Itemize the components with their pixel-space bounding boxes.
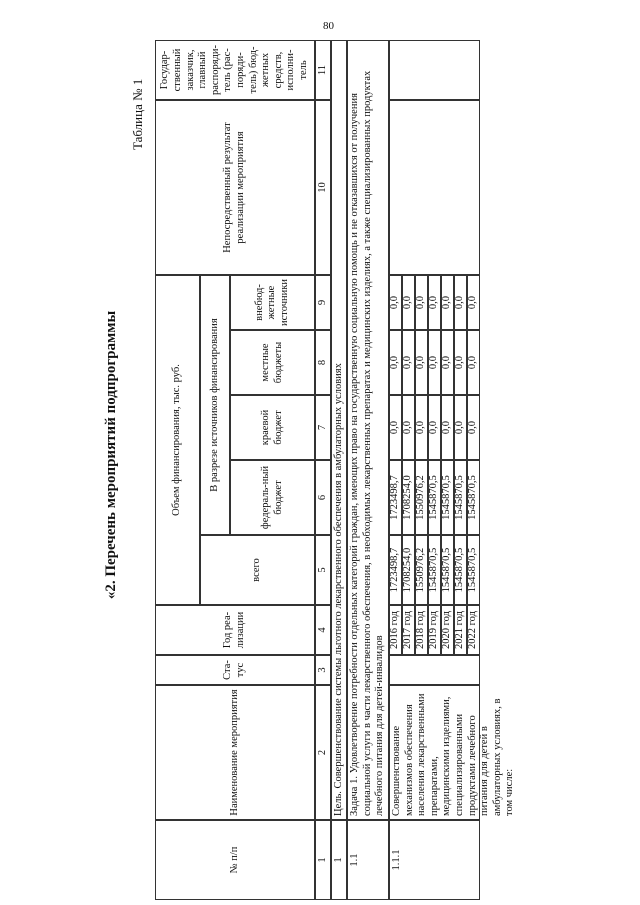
table-cell-federal: 1545870,5 xyxy=(467,460,480,535)
table-cell-local: 0,0 xyxy=(441,330,454,395)
header-customer: Государ-ственный заказчик, главный распоряди-тель (рас-поряди-тель) бюд-жетных средств, исполни-тель xyxy=(155,40,315,100)
table-cell-local: 0,0 xyxy=(415,330,428,395)
header-result: Непосредственный результат реализации мероприятия xyxy=(155,100,315,275)
table-cell-regional: 0,0 xyxy=(428,395,441,460)
table-cell-year: 2022 год xyxy=(467,605,480,655)
table-cell-total: 1545870,5 xyxy=(441,535,454,605)
table-cell-local: 0,0 xyxy=(454,330,467,395)
table-cell-offbudget: 0,0 xyxy=(402,275,415,330)
table-cell-federal: 1550976,2 xyxy=(415,460,428,535)
header-local: местные бюджеты xyxy=(230,330,315,395)
header-year: Год реа-лизации xyxy=(155,605,315,655)
goal-number: 1 xyxy=(331,820,347,900)
table-cell-offbudget: 0,0 xyxy=(428,275,441,330)
table-cell-year: 2021 год xyxy=(454,605,467,655)
table-cell-total: 1545870,5 xyxy=(428,535,441,605)
col-number: 1 xyxy=(315,820,331,900)
table-cell-local: 0,0 xyxy=(467,330,480,395)
table-cell-federal: 1545870,5 xyxy=(454,460,467,535)
table-cell-total: 1545870,5 xyxy=(467,535,480,605)
table-cell-federal: 1545870,5 xyxy=(441,460,454,535)
header-regional: краевой бюджет xyxy=(230,395,315,460)
table-cell-federal: 1545870,5 xyxy=(428,460,441,535)
col-number: 4 xyxy=(315,605,331,655)
header-offbudget: внебюд-жетные источники xyxy=(230,275,315,330)
col-number: 5 xyxy=(315,535,331,605)
header-name: Наименование мероприятия xyxy=(155,685,315,820)
table-cell-federal: 1723498,7 xyxy=(389,460,402,535)
header-breakdown: В разрезе источников финансирования xyxy=(200,275,230,535)
col-number: 7 xyxy=(315,395,331,460)
page-number: 80 xyxy=(323,20,334,32)
table-cell-federal: 1708254,0 xyxy=(402,460,415,535)
col-number: 10 xyxy=(315,100,331,275)
table-cell-offbudget: 0,0 xyxy=(389,275,402,330)
col-number: 3 xyxy=(315,655,331,685)
table-cell-local: 0,0 xyxy=(389,330,402,395)
col-number: 8 xyxy=(315,330,331,395)
item-name: Совершенствование механизмов обеспечения населения лекарственными препаратами, медицинскими изделиями, специализированными продуктами лечебного питания для детей в амбулаторных условиях, в том числе: xyxy=(389,685,480,820)
measures-table xyxy=(155,40,516,900)
table-cell-total: 1708254,0 xyxy=(402,535,415,605)
table-cell-total: 1550976,2 xyxy=(415,535,428,605)
col-number: 9 xyxy=(315,275,331,330)
table-cell-offbudget: 0,0 xyxy=(467,275,480,330)
table-cell-local: 0,0 xyxy=(428,330,441,395)
item-result xyxy=(389,100,480,275)
goal-text: Цель. Совершенствование системы льготного лекарственного обеспечения в амбулаторных условиях xyxy=(331,40,347,820)
table-cell-regional: 0,0 xyxy=(467,395,480,460)
table-cell-regional: 0,0 xyxy=(389,395,402,460)
task-text: Задача 1. Удовлетворение потребности отдельных категорий граждан, имеющих право на государственную социальную помощь и не отказавшихся от получения социальной услуги в части лекарственного обеспечения, в необходимых лекарственных препаратах и медицинских изделиях, а также специализированных продуктах лечебного питания для детей-инвалидов xyxy=(347,40,389,820)
task-number: 1.1 xyxy=(347,820,389,900)
header-no: № п/п xyxy=(155,820,315,900)
item-customer xyxy=(389,40,480,100)
table-cell-local: 0,0 xyxy=(402,330,415,395)
table-cell-year: 2020 год xyxy=(441,605,454,655)
section-heading: «2. Перечень мероприятий подпрограммы xyxy=(103,310,119,600)
item-status xyxy=(389,655,480,685)
col-number: 6 xyxy=(315,460,331,535)
table-cell-year: 2017 год xyxy=(402,605,415,655)
table-cell-total: 1545870,5 xyxy=(454,535,467,605)
col-number: 2 xyxy=(315,685,331,820)
item-number: 1.1.1 xyxy=(389,820,480,900)
table-cell-regional: 0,0 xyxy=(454,395,467,460)
header-federal: федераль-ный бюджет xyxy=(230,460,315,535)
table-cell-regional: 0,0 xyxy=(441,395,454,460)
table-cell-regional: 0,0 xyxy=(402,395,415,460)
table-cell-offbudget: 0,0 xyxy=(441,275,454,330)
table-cell-year: 2018 год xyxy=(415,605,428,655)
table-cell-year: 2016 год xyxy=(389,605,402,655)
header-total: всего xyxy=(200,535,315,605)
table-cell-total: 1723498,7 xyxy=(389,535,402,605)
table-cell-year: 2019 год xyxy=(428,605,441,655)
header-funding: Объем финансирования, тыс. руб. xyxy=(155,275,200,605)
table-cell-offbudget: 0,0 xyxy=(454,275,467,330)
header-status: Ста-тус xyxy=(155,655,315,685)
col-number: 11 xyxy=(315,40,331,100)
table-cell-regional: 0,0 xyxy=(415,395,428,460)
table-cell-offbudget: 0,0 xyxy=(415,275,428,330)
table-label: Таблица № 1 xyxy=(130,78,145,150)
